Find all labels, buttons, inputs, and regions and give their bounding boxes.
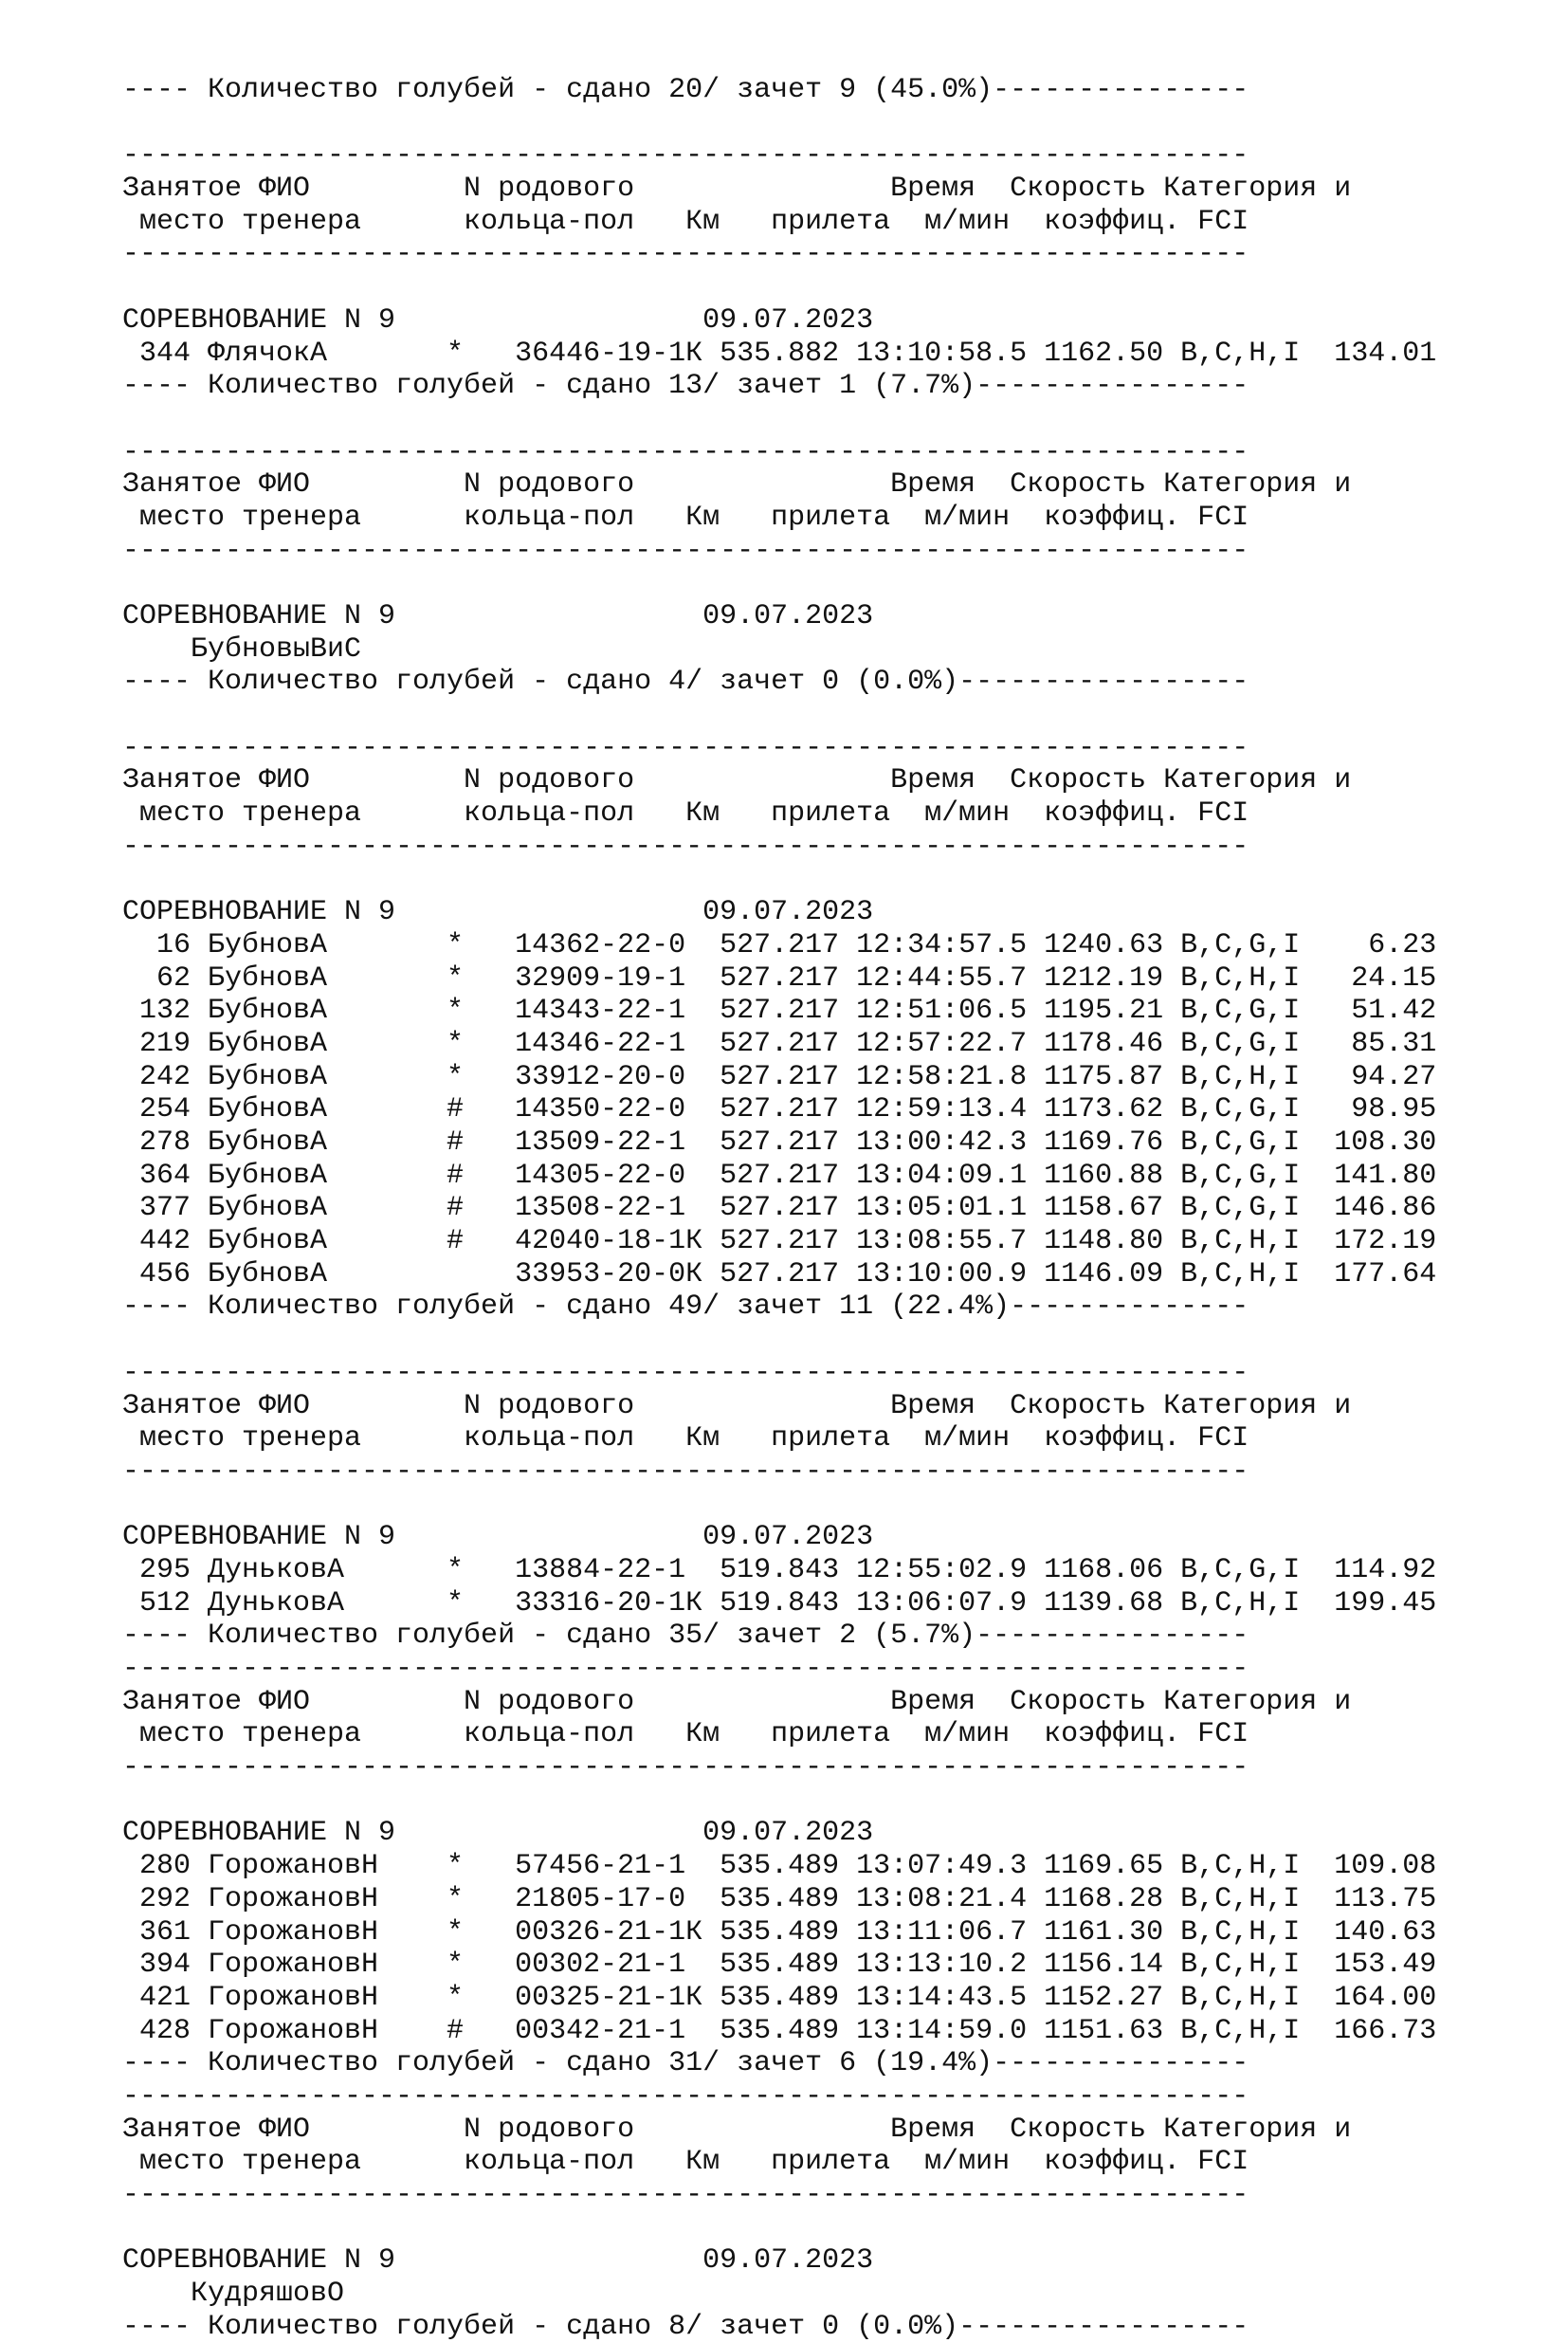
blank-line xyxy=(122,1324,1436,1357)
table-header-sub: место тренера кольца-пол Км прилета м/мин коэффиц. FCI xyxy=(122,797,1249,831)
result-row: 62 БубновА * 32909-19-1 527.217 12:44:55.7 1212.19 B,C,H,I 24.15 xyxy=(122,961,1437,995)
result-row: 292 ГорожановН * 21805-17-0 535.489 13:08:21.4 1168.28 B,C,H,I 113.75 xyxy=(122,1882,1437,1915)
summary-line: ---- Количество голубей - сдано 49/ зачет 11 (22.4%)-------------- xyxy=(122,1290,1249,1324)
table-header: Занятое ФИО N родового Время Скорость Категория и xyxy=(122,468,1352,502)
table-header-sub: место тренера кольца-пол Км прилета м/мин коэффиц. FCI xyxy=(122,1422,1249,1455)
competition-line: СОРЕВНОВАНИЕ N 9 09.07.2023 xyxy=(122,2244,874,2278)
rule: ------------------------------------------------------------------ xyxy=(122,1653,1249,1685)
result-row: 219 БубновА * 14346-22-1 527.217 12:57:22.7 1178.46 B,C,G,I 85.31 xyxy=(122,1027,1437,1060)
report xyxy=(122,74,1436,2343)
rule: ------------------------------------------------------------------ xyxy=(122,2079,1249,2113)
result-row: 421 ГорожановН * 00325-21-1К 535.489 13:14:43.5 1152.27 B,C,H,I 164.00 xyxy=(122,1981,1437,2014)
rule: ------------------------------------------------------------------ xyxy=(122,2179,1249,2211)
table-header: Занятое ФИО N родового Время Скорость Категория и xyxy=(122,1685,1352,1718)
rule: ------------------------------------------------------------------ xyxy=(122,1751,1249,1785)
rule: ------------------------------------------------------------------ xyxy=(122,139,1249,173)
blank-line xyxy=(122,699,1436,732)
table-header-sub: место тренера кольца-пол Км прилета м/мин коэффиц. FCI xyxy=(122,1718,1249,1751)
competition-line: СОРЕВНОВАНИЕ N 9 09.07.2023 xyxy=(122,1521,874,1554)
result-row: 361 ГорожановН * 00326-21-1К 535.489 13:11:06.7 1161.30 B,C,H,I 140.63 xyxy=(122,1915,1437,1949)
rule: ------------------------------------------------------------------ xyxy=(122,534,1249,567)
blank-line xyxy=(122,403,1436,436)
result-row: 280 ГорожановН * 57456-21-1 535.489 13:07:49.3 1169.65 B,C,H,I 109.08 xyxy=(122,1850,1437,1883)
competition-line: СОРЕВНОВАНИЕ N 9 09.07.2023 xyxy=(122,600,874,632)
result-row: 394 ГорожановН * 00302-21-1 535.489 13:13:10.2 1156.14 B,C,H,I 153.49 xyxy=(122,1949,1437,1982)
rule: ------------------------------------------------------------------ xyxy=(122,830,1249,863)
result-row: 364 БубновА # 14305-22-0 527.217 13:04:09.1 1160.88 B,C,G,I 141.80 xyxy=(122,1159,1437,1192)
table-header-sub: место тренера кольца-пол Км прилета м/мин коэффиц. FCI xyxy=(122,501,1249,534)
summary-line: ---- Количество голубей - сдано 35/ зачет 2 (5.7%)---------------- xyxy=(122,1620,1249,1653)
competition-line: СОРЕВНОВАНИЕ N 9 09.07.2023 xyxy=(122,303,874,337)
result-row: 442 БубновА # 42040-18-1К 527.217 13:08:55.7 1148.80 B,C,H,I 172.19 xyxy=(122,1225,1437,1258)
table-header-sub: место тренера кольца-пол Км прилета м/мин коэффиц. FCI xyxy=(122,2146,1249,2179)
blank-line xyxy=(122,1489,1436,1522)
table-header: Занятое ФИО N родового Время Скорость Категория и xyxy=(122,2113,1352,2146)
rule: ------------------------------------------------------------------ xyxy=(122,238,1249,271)
fancier-name: БубновыВиС xyxy=(122,632,362,666)
rule: ------------------------------------------------------------------ xyxy=(122,1356,1249,1389)
result-row: 132 БубновА * 14343-22-1 527.217 12:51:06.5 1195.21 B,C,G,I 51.42 xyxy=(122,995,1437,1028)
blank-line xyxy=(122,107,1436,140)
result-row: 512 ДуньковА * 33316-20-1К 519.843 13:06:07.9 1139.68 B,C,H,I 199.45 xyxy=(122,1586,1437,1620)
rule: ------------------------------------------------------------------ xyxy=(122,1455,1249,1488)
result-row: 242 БубновА * 33912-20-0 527.217 12:58:21.8 1175.87 B,C,H,I 94.27 xyxy=(122,1060,1437,1093)
table-header: Занятое ФИО N родового Время Скорость Категория и xyxy=(122,173,1352,206)
blank-line xyxy=(122,864,1436,897)
result-row: 16 БубновА * 14362-22-0 527.217 12:34:57.5 1240.63 B,C,G,I 6.23 xyxy=(122,928,1437,961)
blank-line xyxy=(122,271,1436,304)
result-row: 254 БубновА # 14350-22-0 527.217 12:59:13.4 1173.62 B,C,G,I 98.95 xyxy=(122,1093,1437,1126)
summary-line: ---- Количество голубей - сдано 8/ зачет 0 (0.0%)----------------- xyxy=(122,2310,1249,2343)
competition-line: СОРЕВНОВАНИЕ N 9 09.07.2023 xyxy=(122,1817,874,1850)
result-row: 456 БубновА 33953-20-0К 527.217 13:10:00.9 1146.09 B,C,H,I 177.64 xyxy=(122,1257,1437,1290)
rule: ------------------------------------------------------------------ xyxy=(122,731,1249,764)
result-row: 344 ФлячокА * 36446-19-1К 535.882 13:10:58.5 1162.50 B,C,H,I 134.01 xyxy=(122,337,1437,370)
result-row: 428 ГорожановН # 00342-21-1 535.489 13:14:59.0 1151.63 B,C,H,I 166.73 xyxy=(122,2014,1437,2047)
fancier-name: КудряшовО xyxy=(122,2278,345,2311)
blank-line xyxy=(122,2212,1436,2245)
rule: ------------------------------------------------------------------ xyxy=(122,435,1249,468)
summary-line: ---- Количество голубей - сдано 4/ зачет 0 (0.0%)----------------- xyxy=(122,666,1249,699)
result-row: 377 БубновА # 13508-22-1 527.217 13:05:01.1 1158.67 B,C,G,I 146.86 xyxy=(122,1192,1437,1225)
summary-line: ---- Количество голубей - сдано 31/ зачет 6 (19.4%)--------------- xyxy=(122,2047,1249,2080)
table-header: Занятое ФИО N родового Время Скорость Категория и xyxy=(122,1389,1352,1422)
blank-line xyxy=(122,567,1436,600)
summary-line: ---- Количество голубей - сдано 13/ зачет 1 (7.7%)---------------- xyxy=(122,370,1249,403)
result-row: 295 ДуньковА * 13884-22-1 519.843 12:55:02.9 1168.06 B,C,G,I 114.92 xyxy=(122,1553,1437,1586)
summary-line: ---- Количество голубей - сдано 20/ зачет 9 (45.0%)--------------- xyxy=(122,74,1249,106)
table-header-sub: место тренера кольца-пол Км прилета м/мин коэффиц. FCI xyxy=(122,205,1249,238)
competition-line: СОРЕВНОВАНИЕ N 9 09.07.2023 xyxy=(122,896,874,929)
table-header: Занятое ФИО N родового Время Скорость Категория и xyxy=(122,764,1352,797)
blank-line xyxy=(122,1785,1436,1818)
result-row: 278 БубновА # 13509-22-1 527.217 13:00:42.3 1169.76 B,C,G,I 108.30 xyxy=(122,1126,1437,1159)
